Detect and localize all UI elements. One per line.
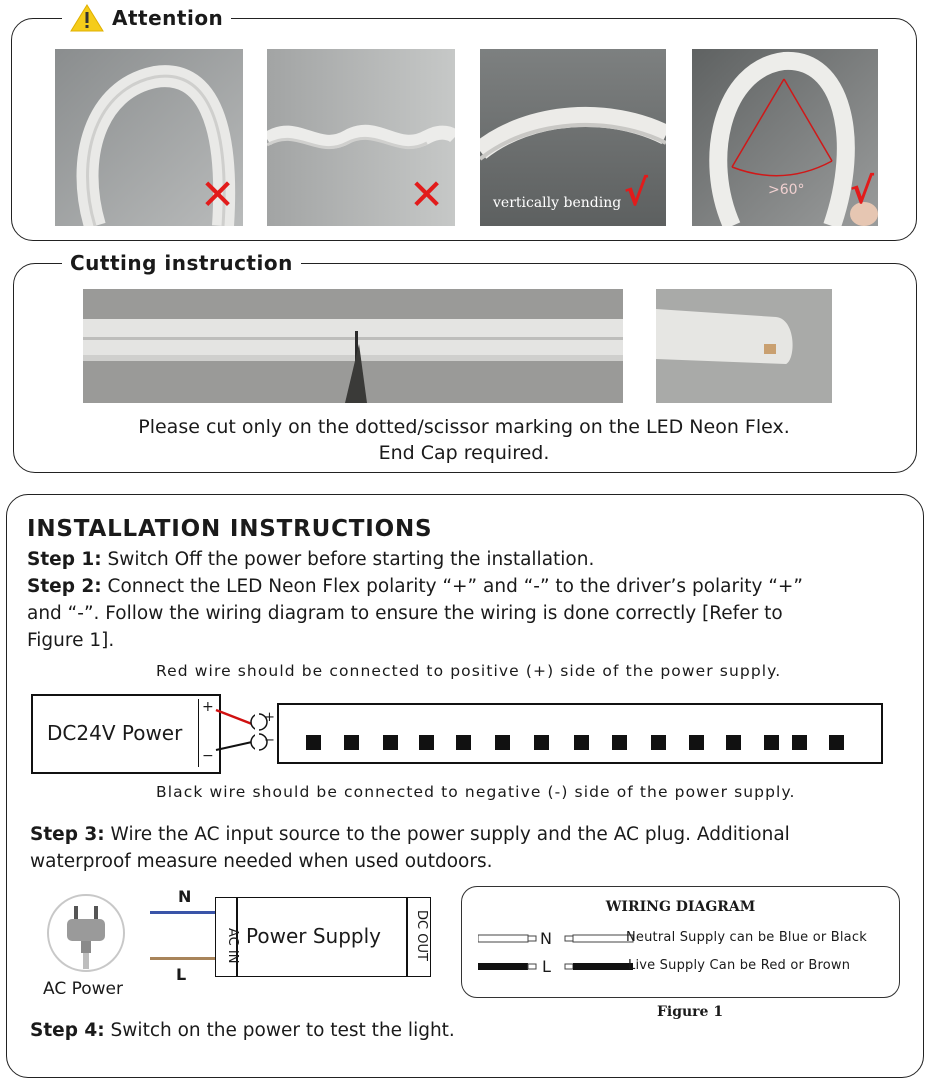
cutting-photo-strip (83, 289, 623, 403)
step2-line2: and “-”. Follow the wiring diagram to ensure the wiring is done correctly [Refer to (27, 603, 783, 624)
wiring-diagram-box (461, 886, 900, 998)
psu-ac-in-label: AC IN (225, 928, 240, 964)
led-segment (574, 735, 589, 750)
step3-line2: waterproof measure needed when used outdoors. (30, 851, 493, 872)
step3-label: Step 3: (30, 824, 105, 845)
led-segment (689, 735, 704, 750)
cutting-text (13, 414, 915, 466)
led-segment (344, 735, 359, 750)
polarity-wires (212, 700, 282, 760)
ac-plug-icon (45, 892, 127, 974)
wrong-mark-icon-1: ✕ (200, 170, 236, 219)
figure-caption: Figure 1 (656, 1004, 724, 1020)
right-mark-icon-1: √ (624, 173, 649, 214)
warning-triangle-icon (70, 4, 104, 32)
led-segment (829, 735, 844, 750)
wire-l-label: L (176, 965, 187, 984)
led-segment (651, 735, 666, 750)
led-segment (534, 735, 549, 750)
black-wire-note: Black wire should be connected to negative (-) side of the power supply. (156, 783, 796, 801)
led-segment (495, 735, 510, 750)
vertical-bending-caption: vertically bending (493, 195, 622, 211)
attention-title: Attention (112, 6, 224, 30)
cutting-text-line2: End Cap required. (378, 442, 550, 464)
cutting-title: Cutting instruction (70, 251, 293, 275)
wiring-n-label: N (540, 929, 552, 948)
wiring-diagram-title: WIRING DIAGRAM (605, 899, 756, 915)
power-plus-label: + (202, 699, 214, 715)
cutting-text-line1: Please cut only on the dotted/scissor marking on the LED Neon Flex. (138, 416, 790, 438)
step1-label: Step 1: (27, 549, 102, 570)
right-mark-icon-2: √ (850, 171, 875, 212)
ac-power-label: AC Power (43, 979, 124, 999)
installation-step-4 (30, 1017, 730, 1044)
connector-plus-label: + (264, 710, 275, 725)
connector-minus-label: − (264, 733, 275, 748)
led-neon-strip (277, 703, 883, 764)
step1-text: Switch Off the power before starting the installation. (101, 549, 595, 570)
angle-caption: >60° (768, 182, 805, 198)
led-segment (612, 735, 627, 750)
led-segment (419, 735, 434, 750)
wire-n-label: N (178, 887, 192, 906)
cutting-photo-endcap (656, 289, 832, 403)
red-wire-note: Red wire should be connected to positive (+) side of the power supply. (156, 662, 782, 680)
led-segment (792, 735, 807, 750)
psu-dc-out-label: DC OUT (414, 910, 429, 961)
step2-line1: Connect the LED Neon Flex polarity “+” and “-” to the driver’s polarity “+” (101, 576, 803, 597)
installation-step-3 (30, 821, 910, 875)
dc24v-power-box (31, 694, 221, 774)
led-segment (456, 735, 471, 750)
led-segment (726, 735, 741, 750)
power-minus-label: − (202, 748, 214, 764)
wrong-mark-icon-2: ✕ (409, 170, 445, 219)
step2-label: Step 2: (27, 576, 102, 597)
psu-label: Power Supply (246, 924, 381, 948)
dc24v-power-label: DC24V Power (47, 721, 183, 745)
power-supply-box (215, 897, 431, 977)
wiring-neutral-text: Neutral Supply can be Blue or Black (626, 930, 867, 945)
step2-line3: Figure 1]. (27, 630, 115, 651)
step3-line1: Wire the AC input source to the power supply and the AC plug. Additional (104, 824, 790, 845)
installation-title: INSTALLATION INSTRUCTIONS (27, 516, 433, 542)
installation-steps-1-2 (27, 546, 907, 654)
wiring-l-label: L (542, 957, 551, 976)
wiring-live-text: Live Supply Can be Red or Brown (628, 958, 851, 973)
live-wire-sample (478, 961, 638, 973)
neutral-wire-sample (478, 933, 638, 945)
led-segment (306, 735, 321, 750)
cutting-legend (62, 249, 301, 277)
live-wire-line (150, 957, 218, 960)
step4-text: Switch on the power to test the light. (104, 1020, 455, 1041)
led-segment (383, 735, 398, 750)
attention-legend (62, 4, 231, 32)
neutral-wire-line (150, 911, 218, 914)
led-segment (764, 735, 779, 750)
step4-label: Step 4: (30, 1020, 105, 1041)
